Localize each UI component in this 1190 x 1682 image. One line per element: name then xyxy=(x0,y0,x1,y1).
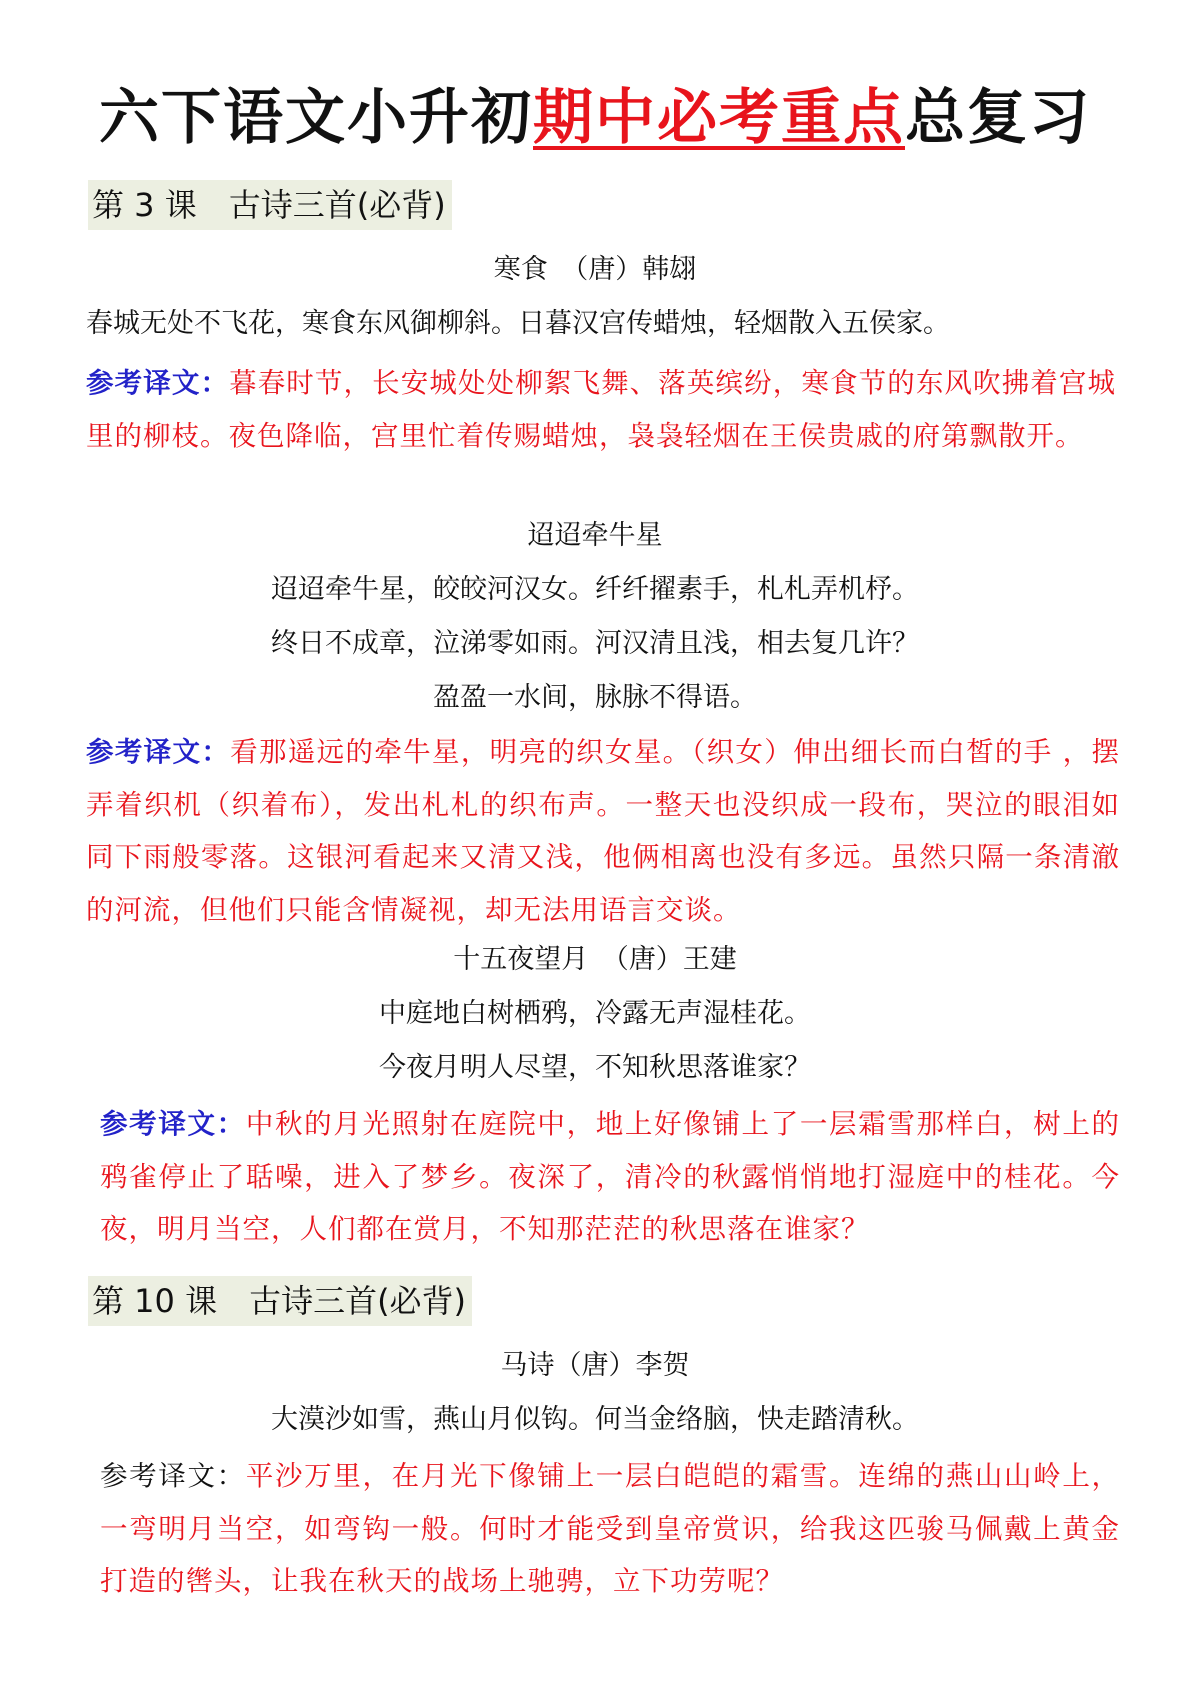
poem-tiaotiao-translation xyxy=(86,726,1120,936)
translation-label: 参考译文： xyxy=(86,367,230,399)
poem-shiwuye-header: 十五夜望月 （唐）王建 xyxy=(453,944,737,975)
poem-mashi-line-1: 大漠沙如雪，燕山月似钩。何当金络脑，快走踏清秋。 xyxy=(271,1404,919,1435)
poem-tiaotiao-line-1: 迢迢牵牛星，皎皎河汉女。纤纤擢素手，札札弄机杼。 xyxy=(271,574,919,605)
poem-hanshi-header: 寒食 （唐）韩翃 xyxy=(493,254,697,285)
translation-label: 参考译文： xyxy=(100,1460,246,1492)
lesson-10-heading: 第 10 课 古诗三首(必背) xyxy=(88,1276,472,1326)
poem-mashi-translation xyxy=(100,1450,1120,1608)
title-part-3: 总复习 xyxy=(905,83,1091,153)
poem-hanshi-translation xyxy=(86,357,1116,462)
translation-text: 中秋的月光照射在庭院中，地上好像铺上了一层霜雪那样白，树上的鸦雀停止了聒噪，进入了梦乡。夜深了，清冷的秋露悄悄地打湿庭中的桂花。今夜，明月当空，人们都在赏月，不知那茫茫的秋思落在谁家？ xyxy=(100,1108,1121,1245)
translation-text: 看那遥远的牵牛星，明亮的织女星。（织女）伸出细长而白皙的手 ，摆弄着织机（织着布），发出札札的织布声。一整天也没织成一段布，哭泣的眼泪如同下雨般零落。这银河看起来又清又浅，他俩相离也没有多远。虽然只隔一条清澈的河流，但他们只能含情凝视，却无法用语言交谈。 xyxy=(86,736,1120,926)
translation-text: 暮春时节，长安城处处柳絮飞舞、落英缤纷，寒食节的东风吹拂着宫城里的柳枝。夜色降临，宫里忙着传赐蜡烛，袅袅轻烟在王侯贵戚的府第飘散开。 xyxy=(86,367,1117,452)
poem-mashi-header: 马诗（唐）李贺 xyxy=(500,1350,690,1381)
poem-shiwuye-translation xyxy=(100,1098,1120,1256)
translation-label: 参考译文： xyxy=(100,1108,246,1140)
title-part-1: 六下语文小升初 xyxy=(99,83,533,153)
page-title xyxy=(0,78,1190,158)
lesson-3-heading: 第 3 课 古诗三首(必背) xyxy=(88,180,452,230)
poem-tiaotiao-line-2: 终日不成章，泣涕零如雨。河汉清且浅，相去复几许？ xyxy=(271,628,919,659)
poem-hanshi-line-1: 春城无处不飞花，寒食东风御柳斜。日暮汉宫传蜡烛，轻烟散入五侯家。 xyxy=(86,308,950,339)
poem-tiaotiao-header: 迢迢牵牛星 xyxy=(527,520,663,551)
translation-label: 参考译文： xyxy=(86,736,231,768)
poem-tiaotiao-line-3: 盈盈一水间，脉脉不得语。 xyxy=(433,682,757,713)
poem-shiwuye-line-2: 今夜月明人尽望，不知秋思落谁家？ xyxy=(379,1052,811,1083)
title-highlight: 期中必考重点 xyxy=(533,83,905,153)
translation-text: 平沙万里，在月光下像铺上一层白皑皑的霜雪。连绵的燕山山岭上，一弯明月当空，如弯钩一般。何时才能受到皇帝赏识，给我这匹骏马佩戴上黄金打造的辔头，让我在秋天的战场上驰骋，立下功劳呢？ xyxy=(100,1460,1121,1597)
poem-shiwuye-line-1: 中庭地白树栖鸦，冷露无声湿桂花。 xyxy=(379,998,811,1029)
